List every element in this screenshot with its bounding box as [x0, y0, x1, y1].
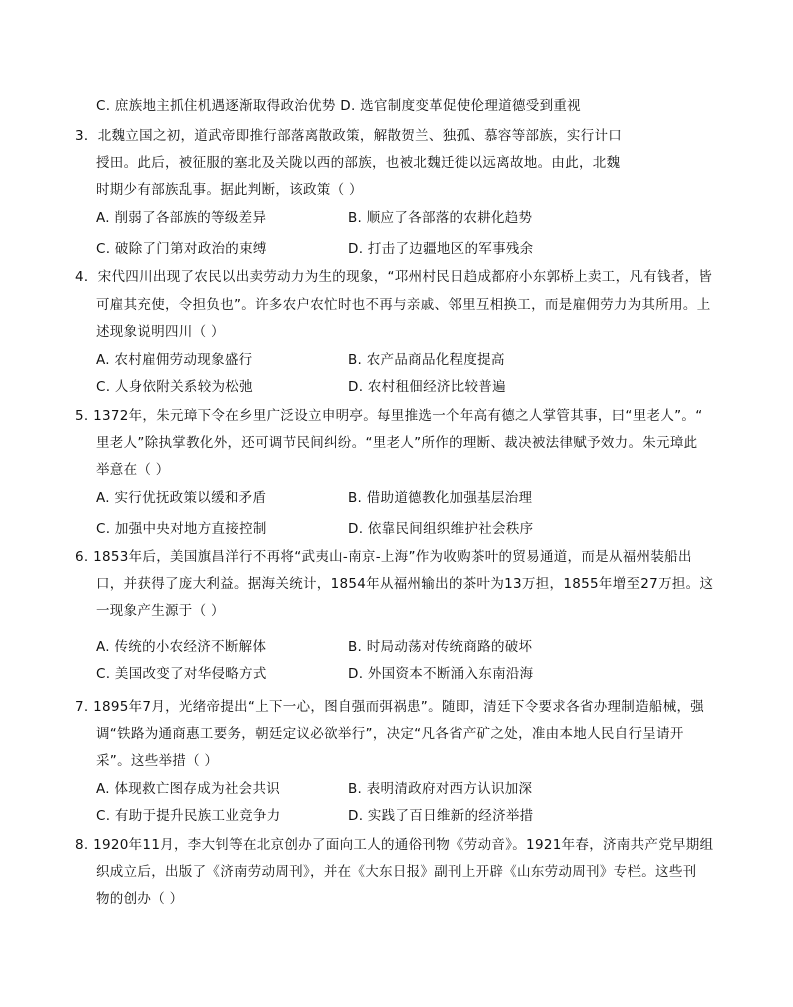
q6-option-a[interactable]: A. 传统的小农经济不断解体 — [96, 639, 267, 655]
q7-stem-line-3: 采”。这些举措（ ） — [96, 753, 219, 769]
q4-option-c[interactable]: C. 人身依附关系较为松弛 — [96, 379, 253, 395]
q8-stem-line-1: 8. 1920年11月，李大钊等在北京创办了面向工人的通俗刊物《劳动音》。1921年春，济南共产党早期组 — [75, 837, 714, 853]
q4-stem-line-2: 可雇其充使，令担负也”。许多农户农忙时也不再与亲戚、邻里互相换工，而是雇佣劳力为其所用。上 — [96, 297, 711, 313]
q7-stem-line-1: 7. 1895年7月，光绪帝提出“上下一心，图自强而弭祸患”。随即，清廷下令要求各省办理制造船械，强 — [75, 699, 705, 715]
q8-stem-line-3: 物的创办（ ） — [96, 891, 184, 907]
q7-option-b[interactable]: B. 表明清政府对西方认识加深 — [348, 781, 533, 797]
q3-option-d[interactable]: D. 打击了边疆地区的军事残余 — [348, 241, 534, 257]
q2-options-line: C. 庶族地主抓住机遇逐渐取得政治优势 D. 选官制度变革促使伦理道德受到重视 — [96, 98, 581, 114]
q7-option-c[interactable]: C. 有助于提升民族工业竞争力 — [96, 808, 281, 824]
q5-option-d[interactable]: D. 依靠民间组织维护社会秩序 — [348, 521, 534, 537]
q5-stem-line-2: 里老人”除执掌教化外，还可调节民间纠纷。“里老人”所作的理断、裁决被法律赋予效力。朱元璋此 — [96, 435, 698, 451]
q7-stem-line-2: 调“铁路为通商惠工要务，朝廷定议必欲举行”，决定“凡各省产矿之处，准由本地人民自行呈请开 — [96, 726, 684, 742]
q4-option-b[interactable]: B. 农产品商品化程度提高 — [348, 352, 505, 368]
q4-option-a[interactable]: A. 农村雇佣劳动现象盛行 — [96, 352, 253, 368]
q8-stem-line-2: 织成立后，出版了《济南劳动周刊》，并在《大东日报》副刊上开辟《山东劳动周刊》专栏。这些刊 — [96, 864, 697, 880]
q3-stem-line-2: 授田。此后，被征服的塞北及关陇以西的部族，也被北魏迁徙以远离故地。由此，北魏 — [96, 155, 621, 171]
q6-stem-line-3: 一现象产生源于（ ） — [96, 603, 225, 619]
q5-stem-line-3: 举意在（ ） — [96, 462, 170, 478]
q6-stem-line-1: 6. 1853年后，美国旗昌洋行不再将“武夷山-南京-上海”作为收购茶叶的贸易通道，而是从福州装船出 — [75, 549, 692, 565]
q4-option-d[interactable]: D. 农村租佃经济比较普遍 — [348, 379, 506, 395]
q7-option-a[interactable]: A. 体现救亡图存成为社会共识 — [96, 781, 281, 797]
q6-stem-line-2: 口，并获得了庞大利益。据海关统计，1854年从福州输出的茶叶为13万担，1855年增至27万担。这 — [96, 576, 714, 592]
q5-option-b[interactable]: B. 借助道德教化加强基层治理 — [348, 490, 533, 506]
q7-option-d[interactable]: D. 实践了百日维新的经济举措 — [348, 808, 534, 824]
q5-stem-line-1: 5. 1372年，朱元璋下令在乡里广泛设立申明亭。每里推选一个年高有德之人掌管其事，曰“里老人”。“ — [75, 408, 703, 424]
q3-option-c[interactable]: C. 破除了门第对政治的束缚 — [96, 241, 267, 257]
q3-stem-line-1: 3．北魏立国之初，道武帝即推行部落离散政策，解散贺兰、独孤、慕容等部族，实行计口 — [75, 128, 623, 144]
q5-option-c[interactable]: C. 加强中央对地方直接控制 — [96, 521, 267, 537]
q6-option-b[interactable]: B. 时局动荡对传统商路的破坏 — [348, 639, 533, 655]
q3-option-a[interactable]: A. 削弱了各部族的等级差异 — [96, 210, 267, 226]
q6-option-d[interactable]: D. 外国资本不断涌入东南沿海 — [348, 666, 534, 682]
q3-stem-line-3: 时期少有部族乱事。据此判断，该政策（ ） — [96, 182, 363, 198]
q4-stem-line-1: 4．宋代四川出现了农民以出卖劳动力为生的现象，“邛州村民日趋成都府小东郭桥上卖工，凡有钱者，皆 — [75, 269, 713, 285]
q3-option-b[interactable]: B. 顺应了各部落的农耕化趋势 — [348, 210, 533, 226]
q6-option-c[interactable]: C. 美国改变了对华侵略方式 — [96, 666, 267, 682]
q5-option-a[interactable]: A. 实行优抚政策以缓和矛盾 — [96, 490, 267, 506]
q4-stem-line-3: 述现象说明四川（ ） — [96, 324, 225, 340]
